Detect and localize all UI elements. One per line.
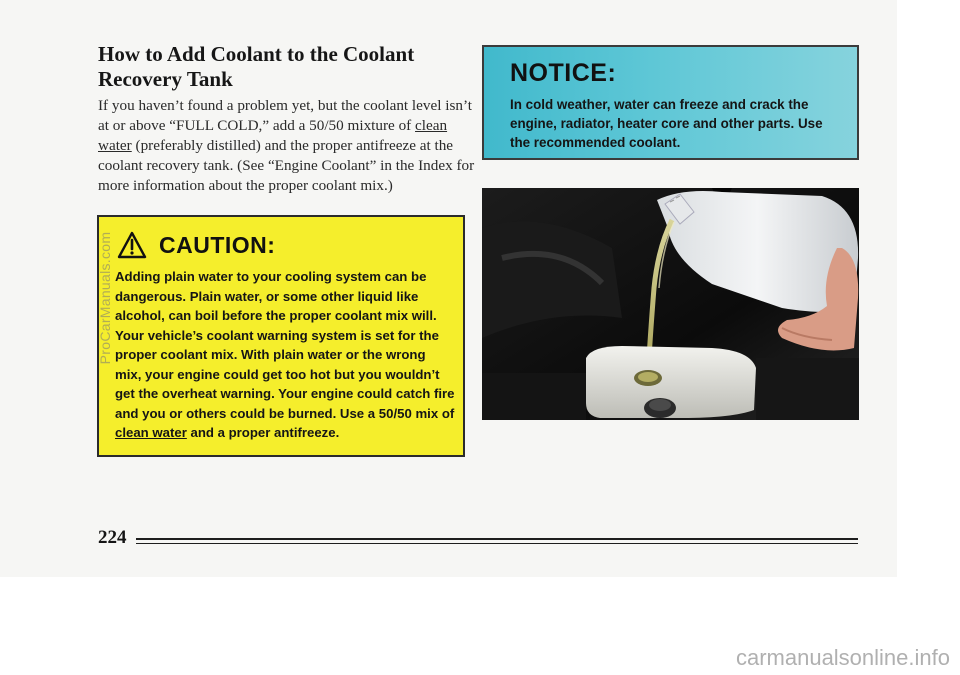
body-paragraph <box>98 96 478 196</box>
coolant-pouring-photo <box>482 188 859 420</box>
notice-box <box>482 45 859 160</box>
footer-rule-thin <box>136 543 858 544</box>
notice-text: In cold weather, water can freeze and crack the engine, radiator, heater core and other parts. Use the recommended coolant. <box>510 97 823 150</box>
caution-text-part1: Adding plain water to your cooling system can be dangerous. Plain water, or some other liquid like alcohol, can boil before the proper coolant mix will. Your vehicle’s coolant warning system is set for the proper coolant mix. With plain water or the wrong mix, your engine could get too hot but you wouldn’t get the overheat warning. Your engine could catch fire and you or others could be burned. Use a 50/50 mix of <box>115 269 455 421</box>
photo-illustration <box>482 188 859 420</box>
caution-text-part2: and a proper antifreeze. <box>186 425 340 440</box>
caution-box <box>97 215 465 457</box>
footer-rule <box>136 538 858 540</box>
caution-header <box>117 231 275 259</box>
caution-text <box>115 267 455 443</box>
body-text-part1: If you haven’t found a problem yet, but the coolant level isn’t at or above “FULL COLD,” add a 50/50 mixture of <box>98 97 472 134</box>
clean-water-underline: clean water <box>98 117 448 154</box>
side-watermark-text: ProCarManuals.com <box>97 231 113 365</box>
section-heading: How to Add Coolant to the Coolant Recovery Tank <box>98 42 415 91</box>
caution-title: CAUTION: <box>159 231 276 258</box>
warning-triangle-icon <box>117 231 147 259</box>
body-text-part2: (preferably distilled) and the proper antifreeze at the coolant recovery tank. (See “Engine Coolant” in the Index for more information about the proper coolant mix.) <box>98 137 475 194</box>
bottom-watermark: carmanualsonline.info <box>735 645 950 670</box>
caution-clean-water-underline: clean water <box>115 425 187 440</box>
page-number: 224 <box>98 527 127 548</box>
side-watermark <box>95 168 115 428</box>
notice-title: NOTICE: <box>510 59 617 87</box>
